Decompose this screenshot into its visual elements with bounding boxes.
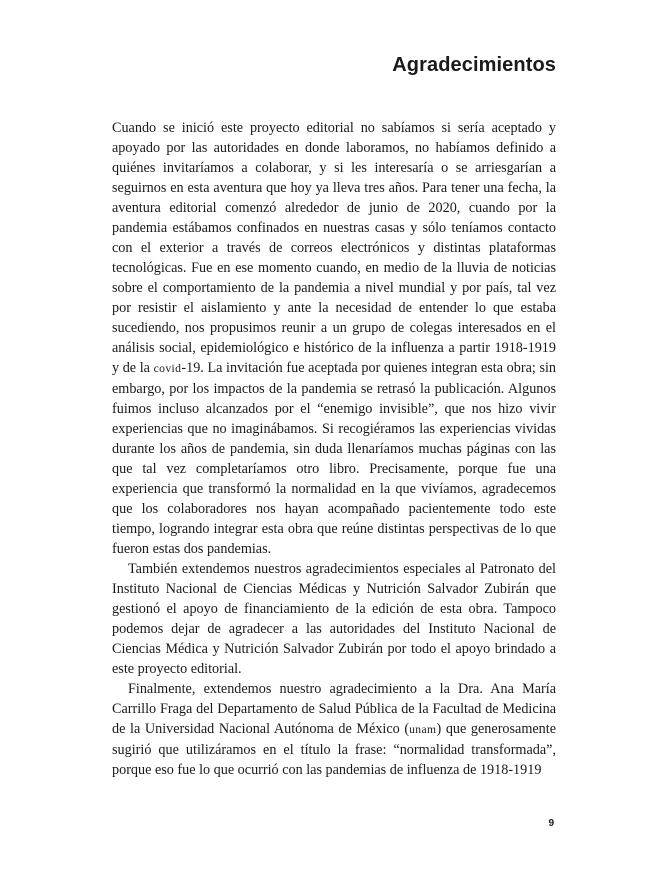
paragraph-3-text-end: ) que generosamente sugirió que utilizáramos en el título la frase: “normalidad transformada”, porque eso fue lo que ocurrió con las pandemias de influenza de 1918-1919 (112, 721, 557, 778)
paragraph-3 (112, 679, 556, 780)
chapter-title: Agradecimientos (392, 54, 556, 76)
body-text (112, 118, 556, 780)
paragraph-1 (112, 118, 556, 559)
paragraph-1-text-start: Cuando se inició este proyecto editorial no sabíamos si sería aceptado y apoyado por las autoridades en donde laboramos, no habíamos definido a quiénes invitaríamos a colaborar, y si les interesaría o se arriesgarían a seguirnos en esta aventura que hoy ya lleva tres años. Para tener una fecha, la aventura editorial comenzó alrededor de junio de 2020, cuando por la pandemia estábamos confinados en nuestras casas y sólo teníamos contacto con el exterior a través de correos electrónicos y distintas plataformas tecnológicas. Fue en ese momento cuando, en medio de la lluvia de noticias sobre el comportamiento de la pandemia a nivel mundial y por país, tal vez por resistir el aislamiento y ante la necesidad de entender lo que estaba sucediendo, nos propusimos reunir a un grupo de colegas interesados en el análisis social, epidemiológico e histórico de la influenza a partir 1918-1919 y de la (112, 120, 556, 376)
paragraph-1-text-end: -19. La invitación fue aceptada por quienes integran esta obra; sin embargo, por los impactos de la pandemia se retrasó la publicación. Algunos fuimos incluso alcanzados por el “enemigo invisible”, que nos hizo vivir experiencias que no imaginábamos. Si recogiéramos las experiencias vividas durante los años de pandemia, sin duda llenaríamos muchas páginas con las que tal vez completaríamos otro libro. Precisamente, porque fue una experiencia que transformó la normalidad en la que vivíamos, agradecemos que los colaboradores nos hayan acompañado pacientemente todo este tiempo, logrando integrar esta obra que reúne distintas perspectivas de lo que fueron estas dos pandemias. (112, 360, 557, 557)
paragraph-3-text-start: Finalmente, extendemos nuestro agradecimiento a la Dra. Ana María Carrillo Fraga del Departamento de Salud Pública de la Facultad de Medicina de la Universidad Nacional Autónoma de México ( (112, 681, 556, 737)
page-number: 9 (548, 818, 554, 829)
covid-small-caps: covid (153, 362, 182, 375)
paragraph-2: También extendemos nuestros agradecimientos especiales al Patronato del Instituto Nacional de Ciencias Médicas y Nutrición Salvador Zubirán que gestionó el apoyo de financiamiento de la edición de esta obra. Tampoco podemos dejar de agradecer a las autoridades del Instituto Nacional de Ciencias Médica y Nutrición Salvador Zubirán por todo el apoyo brindado a este proyecto editorial. (112, 561, 556, 677)
unam-small-caps: unam (409, 723, 437, 736)
